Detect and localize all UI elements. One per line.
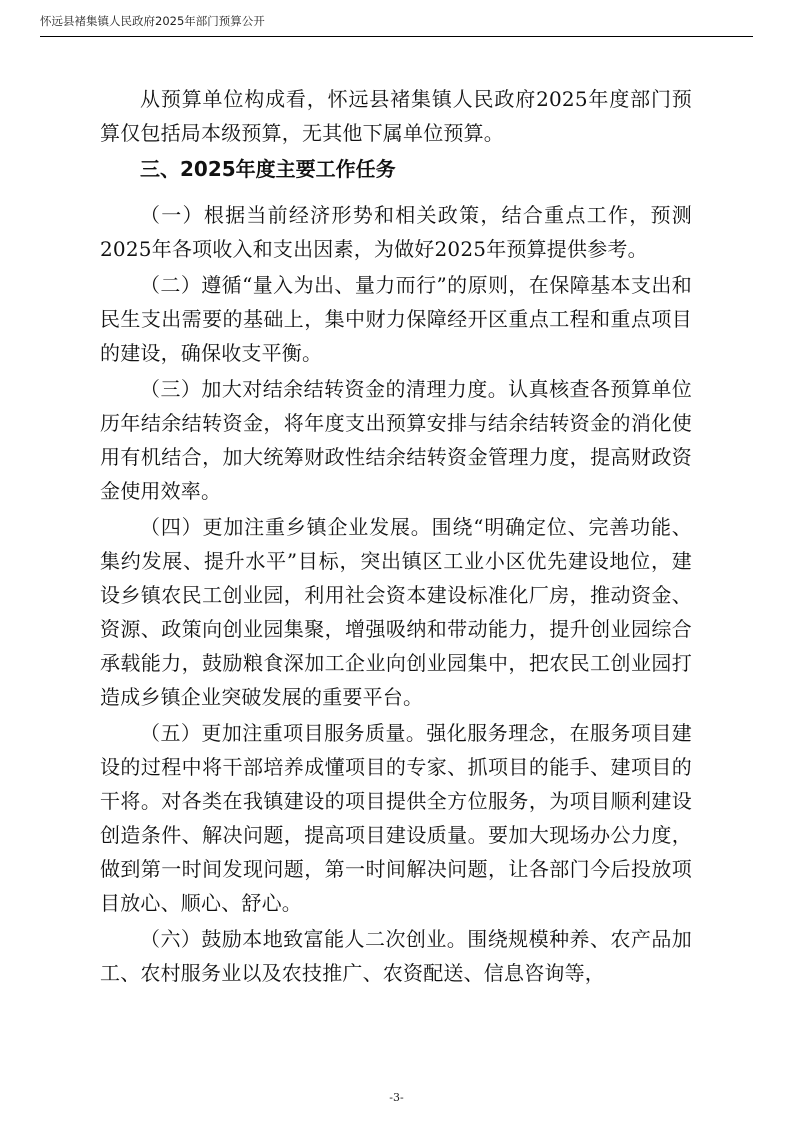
page-header-title: 怀远县褚集镇人民政府2025年部门预算公开 — [40, 14, 265, 28]
task-item-1: （一）根据当前经济形势和相关政策，结合重点工作，预测2025年各项收入和支出因素，为做好2025年预算提供参考。 — [100, 203, 692, 261]
document-body — [100, 82, 692, 992]
section-heading: 三、2025年度主要工作任务 — [140, 157, 396, 181]
task-item-3: （三）加大对结余结转资金的清理力度。认真核查各预算单位历年结余结转资金，将年度支出预算安排与结余结转资金的消化使用有机结合，加大统筹财政性结余结转资金管理力度，提高财政资金使用效率。 — [100, 377, 692, 503]
page-number: -3- — [389, 1091, 404, 1104]
task-item-6: （六）鼓励本地致富能人二次创业。围绕规模种养、农产品加工、农村服务业以及农技推广、农资配送、信息咨询等， — [100, 927, 692, 985]
task-item-5: （五）更加注重项目服务质量。强化服务理念，在服务项目建设的过程中将干部培养成懂项目的专家、抓项目的能手、建项目的干将。对各类在我镇建设的项目提供全方位服务，为项目顺利建设创造条件、解决问题，提高项目建设质量。要加大现场办公力度，做到第一时间发现问题，第一时间解决问题，让各部门今后投放项目放心、顺心、舒心。 — [100, 721, 692, 915]
task-item-2: （二）遵循“量入为出、量力而行”的原则，在保障基本支出和民生支出需要的基础上，集中财力保障经开区重点工程和重点项目的建设，确保收支平衡。 — [100, 273, 692, 365]
header-divider — [40, 36, 753, 37]
intro-paragraph: 从预算单位构成看，怀远县褚集镇人民政府2025年度部门预算仅包括局本级预算，无其他下属单位预算。 — [100, 87, 692, 145]
task-item-4: （四）更加注重乡镇企业发展。围绕“明确定位、完善功能、集约发展、提升水平”目标，突出镇区工业小区优先建设地位，建设乡镇农民工创业园，利用社会资本建设标准化厂房，推动资金、资源、政策向创业园集聚，增强吸纳和带动能力，提升创业园综合承载能力，鼓励粮食深加工企业向创业园集中，把农民工创业园打造成乡镇企业突破发展的重要平台。 — [100, 515, 692, 709]
